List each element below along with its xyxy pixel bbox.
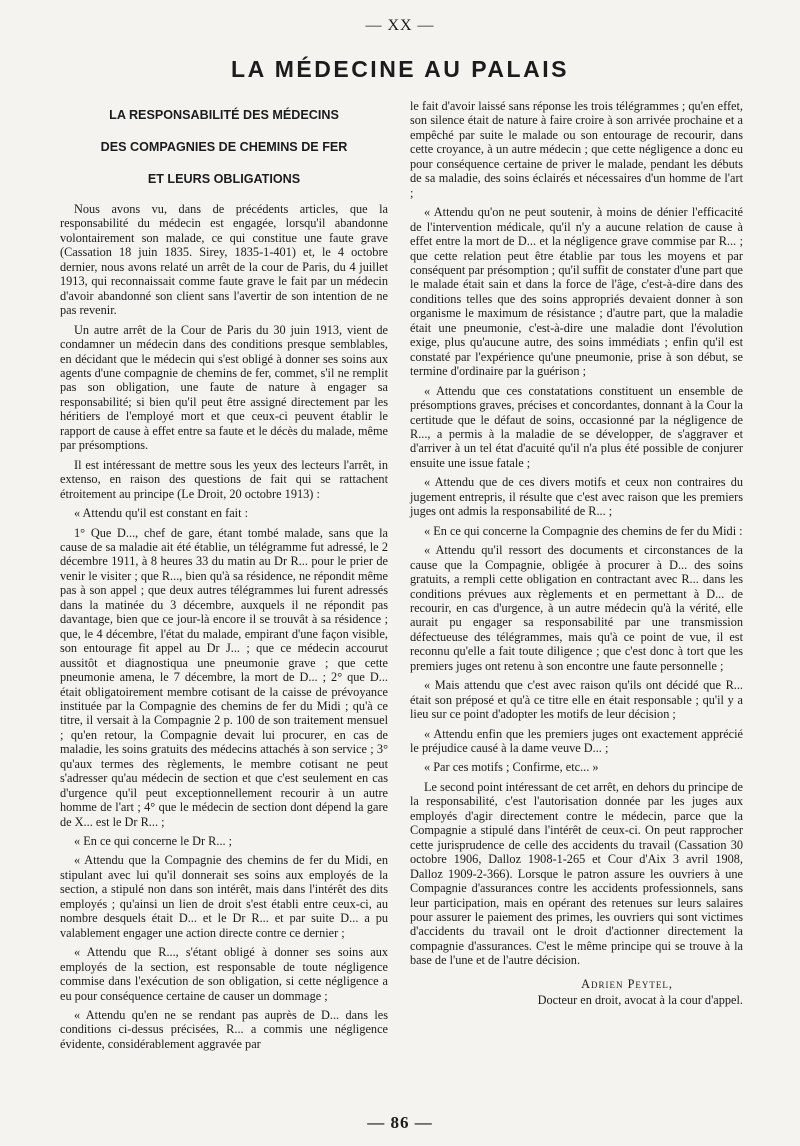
paragraph: Un autre arrêt de la Cour de Paris du 30 juin 1913, vient de condamner un médecin dans des conditions presque semblables, en décidant que le médecin qui s'est obligé à donner ses soins aux agents d'une compagnie de chemins de fer, commet, s'il ne remplit pas son obligation, une faute de nature à engager sa responsabilité; si bien qu'il peut être assigné directement par les héritiers de l'employé mort et que ceux-ci peuvent établir le rapport de cause à effet entre sa faute et le décès du malade, même par présomptions. — [60, 322, 388, 453]
paragraph: 1° Que D..., chef de gare, étant tombé malade, sans que la cause de sa maladie ait été établie, un télégramme fut adressé, le 2 décembre 1911, à 8 heures 33 du matin au Dr R... pour le prier de venir le visiter ; que R..., bien qu'à sa résidence, ne répondit même pas à son appel ; que deux autres télégrammes lui furent adressés dans la matinée du 3 décembre, auxquels il ne répondit pas davantage, bien que ce jour-là encore il se trouvât à sa résidence ; que, le 4 décembre, l'état du malade, empirant d'une façon visible, son entourage fit appel au Dr J... ; que ce médecin accourut aussitôt et diagnostiqua une pneumonie grave ; que cette pneumonie amena, le 7 décembre, la mort de D... ; 2° que D... était obligatoirement membre cotisant de la caisse de prévoyance instituée par la Compagnie des chemins de fer du Midi ; qu'à ce titre, il versait à la Compagnie 2 p. 100 de son traitement mensuel ; qu'en retour, la Compagnie devait lui procurer, en cas de maladie, les soins gratuits des médecins attachés à son service ; 3° qu'aux termes des règlements, le membre cotisant ne peut s'adresser qu'au médecin de section et que c'est seulement en cas d'urgence qu'il peut exceptionnellement recourir à un autre homme de l'art ; 4° que le médecin de section dont dépend la gare de X... est le Dr R... ; — [60, 525, 388, 829]
paragraph: « En ce qui concerne la Compagnie des chemins de fer du Midi : — [424, 523, 743, 538]
article-title-line: DES COMPAGNIES DE CHEMINS DE FER — [100, 140, 348, 154]
section-title: LA MÉDECINE AU PALAIS — [231, 56, 569, 82]
paragraph: « Attendu qu'en ne se rendant pas auprès de D... dans les conditions ci-dessus précisées, R... a commis une négligence évidente, considérablement aggravée par — [60, 1008, 388, 1051]
paragraph: « Attendu que R..., s'étant obligé à donner ses soins aux employés de la section, est responsable de toute négligence commise dans l'exécution de son obligation, si cette négligence a eu pour conséquence certaine de causer un dommage ; — [60, 945, 388, 1003]
paragraph: « Mais attendu que c'est avec raison qu'ils ont décidé que R... était son préposé et qu'à ce titre elle en était responsable ; qu'il y a lieu sur ce point d'adopter les motifs de leur décision ; — [410, 678, 743, 722]
paragraph: « Attendu que de ces divers motifs et ceux non contraires du jugement entrepris, il résulte que c'est avec raison que les premiers juges ont admis la responsabilité de R... ; — [410, 475, 743, 519]
paragraph: « Par ces motifs ; Confirme, etc... » — [424, 760, 599, 775]
paragraph: « Attendu que la Compagnie des chemins de fer du Midi, en stipulant avec lui qu'il donnerait ses soins aux employés de la section, a stipulé non dans son intérêt, mais dans l'intérêt des dits employés ; qu'ainsi un lien de droit s'est établi entre ceux-ci, au nombre desquels était D... et le Dr R... et par suite D... a pu valablement engager une action directe contre ce dernier ; — [60, 853, 388, 940]
paragraph: « En ce qui concerne le Dr R... ; — [74, 834, 233, 849]
article-title — [60, 106, 388, 188]
paragraph: « Attendu que ces constatations constituent un ensemble de présomptions graves, précises et concordantes, donnant à la Cour la certitude que le défaut de soins, occasionné par la négligence de R..., a permis à la maladie de se développer, de s'aggraver et d'arriver à un tel état d'acuité qu'il n'a plus été possible de conjurer ensuite une issue fatale ; — [410, 383, 743, 470]
paragraph: « Attendu qu'on ne peut soutenir, à moins de dénier l'efficacité de l'intervention médicale, qu'il n'y a aucune relation de cause à effet entre la mort de D... et la négligence grave commise par R... ; que cette relation peut être établie par tous les moyens et par conséquent par présomption ; qu'il suffit de constater d'une part que le malade était sain et dans la force de l'âge, c'est-à-dire dans des conditions telles que des soins appropriés devaient donner à son organisme le maximum de résistance ; d'autre part, que la maladie était une pneumonie, c'est-à-dire une maladie dont l'évolution exige, plus qu'aucune autre, des soins immédiats ; enfin qu'il est constaté par l'expérience qu'une pneumonie, prise à son début, se termine d'ordinaire par la guérison ; — [410, 205, 743, 379]
paragraph: le fait d'avoir laissé sans réponse les trois télégrammes ; qu'en effet, son silence était de nature à faire croire à son arrivée prochaine et a empêché par suite le malade ou son entourage de recourir, dans cette croyance, à un autre médecin ; que cette négligence a donc eu pour conséquence certaine de priver le malade, pendant les débuts de sa maladie, des soins éclairés et nécessaires d'un homme de l'art ; — [410, 99, 743, 200]
right-column — [410, 99, 743, 1008]
author-name: Adrien Peytel, — [581, 976, 673, 991]
page-folio: — XX — — [365, 17, 435, 34]
page-number: — 86 — — [367, 1113, 433, 1132]
signature — [410, 976, 743, 1008]
paragraph: Le second point intéressant de cet arrêt, en dehors du principe de la responsabilité, c'est l'autorisation donnée par les juges aux employés d'agir directement contre le médecin, parce que la Compagnie a stipulé dans l'intérêt de ceux-ci. On peut rapprocher cette jurisprudence de celle des accidents du travail (Cassation 30 octobre 1906, Dalloz 1908-1-265 et Cour d'Aix 3 avril 1908, Dalloz 1909-2-366). Lorsque le patron assure les ouvriers à une Compagnie d'assurances contre les accidents professionnels, sans leur participation, mais en opérant des retenues sur leurs salaires pour assurer le paiement des primes, les ouvriers qui sont victimes d'accidents du travail ont le droit d'actionner directement la compagnie d'assurances. C'est le même principe qui se trouve à la base de l'une et de l'autre décision. — [410, 779, 743, 968]
paragraph: « Attendu enfin que les premiers juges ont exactement apprécié le préjudice causé à la dame veuve D... ; — [410, 726, 743, 756]
author-title: Docteur en droit, avocat à la cour d'appel. — [537, 992, 743, 1007]
paragraph: « Attendu qu'il ressort des documents et circonstances de la cause que la Compagnie, obligée à procurer à D... des soins gratuits, a rempli cette obligation en contractant avec R... dans les conditions prévues aux règlements et en permettant à D... de recourir, en cas d'urgence, à un autre médecin qu'à la vérité, elle aurait pu engager sa responsabilité par une transmission défectueuse des télégrammes, mais qu'à ce point de vue, il est reconnu qu'elle a fait toute diligence ; que c'est donc à tort que les premiers juges ont retenu à son encontre une faute personnelle ; — [410, 543, 743, 673]
paragraph: Nous avons vu, dans de précédents articles, que la responsabilité du médecin est engagée, lorsqu'il abandonne volontairement son malade, ce qui constitue une faute grave (Cassation 18 juin 1835. Sirey, 1835-1-401) et, le 4 octobre dernier, nous avons relaté un arrêt de la cour de Paris, du 4 juillet 1913, qui reconnaissait comme faute grave le fait par un médecin d'avoir abandonné son client sans l'avertir de son intention de ne pas revenir. — [60, 202, 388, 318]
left-column — [60, 99, 388, 1056]
paragraph: « Attendu qu'il est constant en fait : — [74, 506, 248, 521]
article-title-line: ET LEURS OBLIGATIONS — [147, 172, 301, 186]
paragraph: Il est intéressant de mettre sous les yeux des lecteurs l'arrêt, in extenso, en raison des questions de fait qui se rattachent étroitement au principe (Le Droit, 20 octobre 1913) : — [60, 457, 388, 501]
article-title-line: LA RESPONSABILITÉ DES MÉDECINS — [109, 108, 339, 122]
